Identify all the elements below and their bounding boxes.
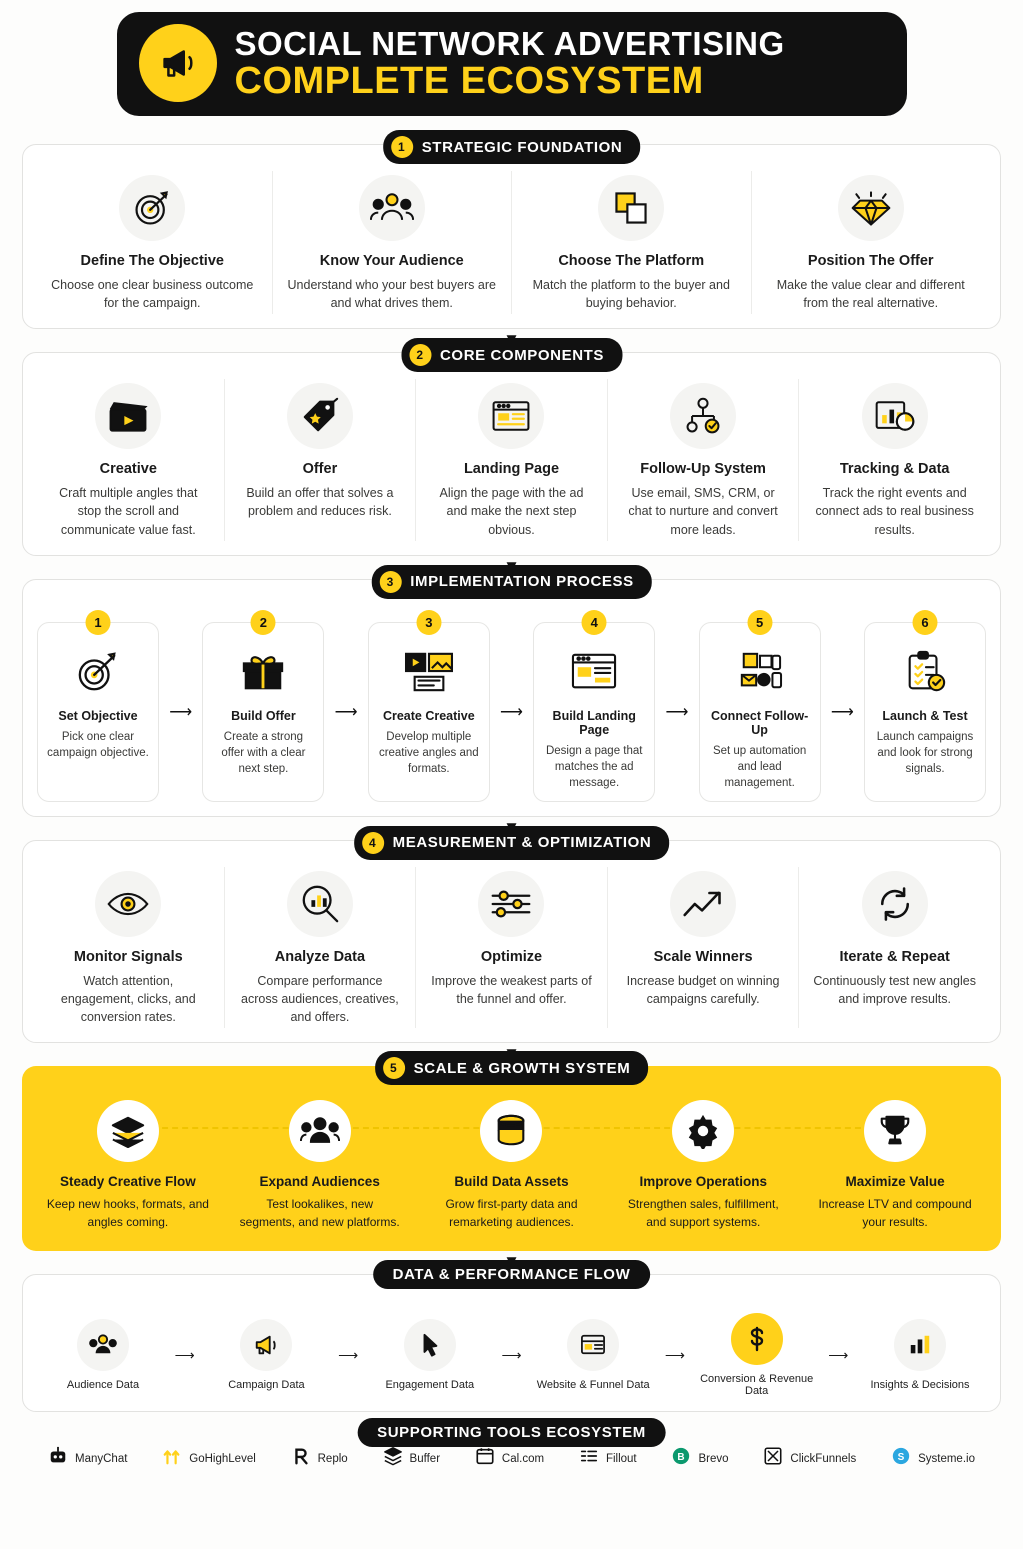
tool-label: Replo	[317, 1452, 348, 1465]
tool-clickfunnels[interactable]	[763, 1446, 856, 1471]
flow-arrow-icon: ⟶	[664, 1346, 685, 1363]
section-title: IMPLEMENTATION PROCESS	[410, 573, 634, 591]
card-title: Scale Winners	[653, 948, 753, 965]
card-choose-the-platform[interactable]	[512, 171, 752, 314]
section-label	[383, 130, 641, 164]
section-number: 3	[379, 571, 401, 593]
target-icon	[46, 643, 150, 701]
step-arrow-icon: ⟶	[830, 703, 854, 721]
card-monitor-signals[interactable]	[33, 867, 225, 1028]
card-offer[interactable]	[225, 379, 417, 540]
card-title: Steady Creative Flow	[59, 1174, 196, 1190]
brevo-icon	[671, 1446, 691, 1471]
tool-label: ManyChat	[75, 1452, 128, 1465]
section-title: STRATEGIC FOUNDATION	[421, 138, 623, 156]
card-desc: Use email, SMS, CRM, or chat to nurture and convert more leads.	[628, 486, 778, 537]
section-title: SCALE & GROWTH SYSTEM	[413, 1059, 631, 1077]
card-title: Position The Offer	[807, 253, 934, 269]
database-icon	[480, 1100, 542, 1162]
flow-label: Engagement Data	[385, 1379, 475, 1392]
section-number: 5	[383, 1057, 405, 1079]
svg-text:S: S	[897, 1452, 905, 1464]
card-title: Follow-Up System	[640, 461, 766, 478]
card-iterate-repeat[interactable]	[799, 867, 990, 1028]
tool-calcom[interactable]	[475, 1446, 544, 1471]
card-desc: Understand who your best buyers are and what drives them.	[287, 278, 496, 311]
svg-text:B: B	[677, 1452, 686, 1464]
process-step-3[interactable]	[368, 614, 490, 802]
tool-label: Systeme.io	[918, 1452, 975, 1465]
step-number: 6	[913, 610, 938, 635]
step-number: 4	[582, 610, 607, 635]
section-number: 4	[362, 832, 384, 854]
tool-label: ClickFunnels	[790, 1452, 857, 1465]
card-desc: Choose one clear business outcome for the campaign.	[51, 278, 254, 311]
replo-icon	[291, 1446, 311, 1471]
process-step-6[interactable]	[864, 614, 986, 802]
step-desc: Develop multiple creative angles and formats.	[378, 730, 479, 775]
media-icon	[377, 643, 481, 701]
step-title: Launch & Test	[882, 708, 968, 723]
card-title: Expand Audiences	[259, 1174, 380, 1190]
tool-label: Cal.com	[501, 1452, 545, 1465]
card-title: Maximize Value	[845, 1174, 945, 1190]
tool-buffer[interactable]	[383, 1446, 440, 1471]
price-tag-icon	[287, 383, 353, 449]
platform-squares-icon	[598, 175, 664, 241]
section-strategic-foundation	[22, 138, 1001, 329]
card-desc: Build an offer that solves a problem and reduces risk.	[246, 486, 394, 519]
dollar-icon	[731, 1313, 783, 1365]
header-title-line2: COMPLETE ECOSYSTEM	[234, 59, 704, 102]
card-tracking-and-data[interactable]	[799, 379, 990, 540]
tool-label: Brevo	[698, 1452, 729, 1465]
section-core-components	[22, 346, 1001, 555]
step-arrow-icon: ⟶	[500, 703, 523, 721]
systemeio-icon	[891, 1446, 911, 1471]
gohighlevel-icon	[162, 1446, 182, 1471]
card-desc: Increase LTV and compound your results.	[818, 1197, 972, 1229]
browser-icon	[542, 643, 646, 701]
campaign-data-icon	[240, 1319, 292, 1371]
flow-label: Campaign Data	[228, 1379, 305, 1392]
card-title: Know Your Audience	[319, 253, 464, 269]
section-data-performance-flow	[22, 1266, 1001, 1412]
card-scale-winners[interactable]	[608, 867, 800, 1028]
flow-item-audience-data[interactable]	[43, 1319, 163, 1391]
step-number: 2	[251, 610, 276, 635]
automation-icon	[708, 643, 812, 701]
step-desc: Design a page that matches the ad message.	[545, 744, 643, 789]
process-step-4[interactable]	[533, 614, 655, 802]
tool-gohighlevel[interactable]	[162, 1446, 255, 1471]
analytics-icon	[862, 383, 928, 449]
website-funnel-icon	[567, 1319, 619, 1371]
card-desc: Test lookalikes, new segments, and new platforms.	[239, 1197, 400, 1229]
card-title: Iterate & Repeat	[839, 948, 950, 965]
fillout-icon	[579, 1446, 599, 1471]
refresh-icon	[862, 871, 928, 937]
section-label	[371, 565, 652, 599]
audience-data-icon	[77, 1319, 129, 1371]
target-icon	[119, 175, 185, 241]
card-maximize-value[interactable]	[799, 1096, 991, 1233]
card-title: Tracking & Data	[839, 461, 950, 478]
card-position-the-offer[interactable]	[752, 171, 991, 314]
step-arrow-icon: ⟶	[334, 703, 358, 721]
step-number: 3	[416, 610, 441, 635]
step-desc: Create a strong offer with a clear next step.	[221, 730, 306, 775]
section-number: 2	[409, 344, 431, 366]
card-desc: Make the value clear and different from the real alternative.	[776, 278, 965, 311]
flow-item-website-funnel-data[interactable]	[533, 1319, 653, 1391]
trend-up-icon	[670, 871, 736, 937]
card-title: Optimize	[480, 948, 543, 965]
tool-label: Buffer	[409, 1452, 441, 1465]
step-title: Connect Follow-Up	[711, 708, 809, 737]
flow-arrow-icon: ⟶	[338, 1346, 359, 1363]
eye-icon	[95, 871, 161, 937]
clapperboard-icon	[95, 383, 161, 449]
diamond-icon	[838, 175, 904, 241]
section-label	[354, 826, 670, 860]
landing-page-icon	[478, 383, 544, 449]
gear-icon	[672, 1100, 734, 1162]
step-title: Build Landing Page	[552, 708, 636, 737]
tools-title: SUPPORTING TOOLS ECOSYSTEM	[357, 1418, 666, 1447]
process-step-2[interactable]	[202, 614, 324, 802]
magnifier-chart-icon	[287, 871, 353, 937]
card-desc: Strengthen sales, fulfillment, and support systems.	[627, 1197, 779, 1229]
sliders-icon	[478, 871, 544, 937]
infographic-page	[0, 12, 1023, 1549]
section-scale-growth-system	[22, 1059, 1001, 1251]
card-build-data-assets[interactable]	[416, 1096, 608, 1233]
flow-label: Audience Data	[66, 1379, 140, 1392]
section-label	[375, 1051, 649, 1085]
step-desc: Launch campaigns and look for strong signals.	[876, 730, 974, 775]
megaphone-icon	[139, 24, 217, 102]
manychat-icon	[48, 1446, 68, 1471]
step-title: Build Offer	[231, 708, 296, 723]
flow-item-engagement-data[interactable]	[370, 1319, 490, 1391]
section-number: 1	[391, 136, 413, 158]
section-supporting-tools	[22, 1424, 1001, 1477]
buffer-icon	[383, 1446, 403, 1471]
step-desc: Pick one clear campaign objective.	[47, 730, 149, 759]
flow-item-conversion-revenue-data[interactable]	[697, 1313, 817, 1397]
flow-label: Conversion & Revenue Data	[700, 1373, 814, 1398]
card-title: Define The Objective	[80, 253, 224, 269]
card-follow-up-system[interactable]	[608, 379, 800, 540]
calcom-icon	[475, 1446, 495, 1471]
checklist-icon	[873, 643, 977, 701]
card-know-your-audience[interactable]	[273, 171, 513, 314]
flow-item-insights-decisions[interactable]	[860, 1319, 980, 1391]
card-expand-audiences[interactable]	[224, 1096, 416, 1233]
card-creative[interactable]	[33, 379, 225, 540]
step-number: 5	[747, 610, 772, 635]
card-desc: Keep new hooks, formats, and angles coming.	[46, 1197, 209, 1229]
section-implementation-process	[22, 573, 1001, 817]
card-desc: Grow first-party data and remarketing audiences.	[445, 1197, 578, 1229]
card-desc: Track the right events and connect ads to real business results.	[815, 486, 974, 537]
card-desc: Continuously test new angles and improve results.	[813, 973, 976, 1007]
gift-icon	[211, 643, 315, 701]
step-arrow-icon: ⟶	[169, 703, 193, 721]
card-desc: Compare performance across audiences, creatives, and offers.	[241, 973, 399, 1025]
layers-icon	[97, 1100, 159, 1162]
bar-chart-icon	[894, 1319, 946, 1371]
step-title: Create Creative	[382, 708, 475, 723]
card-desc: Craft multiple angles that stop the scroll and communicate value fast.	[59, 486, 198, 537]
card-desc: Increase budget on winning campaigns carefully.	[626, 973, 780, 1007]
card-title: Build Data Assets	[454, 1174, 569, 1190]
section-title: CORE COMPONENTS	[439, 346, 605, 364]
flow-arrow-icon: ⟶	[501, 1346, 522, 1363]
header-title-line1: SOCIAL NETWORK ADVERTISING	[234, 24, 785, 62]
flow-arrow-icon: ⟶	[174, 1346, 195, 1363]
step-title: Set Objective	[58, 708, 138, 723]
flow-check-icon	[670, 383, 736, 449]
section-label	[401, 338, 622, 372]
flow-label: Insights & Decisions	[870, 1379, 970, 1392]
card-desc: Watch attention, engagement, clicks, and conversion rates.	[60, 973, 196, 1025]
card-optimize[interactable]	[416, 867, 608, 1028]
step-desc: Set up automation and lead management.	[712, 744, 807, 789]
audience-icon	[359, 175, 425, 241]
tool-label: GoHighLevel	[189, 1452, 256, 1465]
tool-systemeio[interactable]	[891, 1446, 975, 1471]
card-desc: Align the page with the ad and make the next step obvious.	[439, 486, 584, 537]
cursor-click-icon	[404, 1319, 456, 1371]
card-title: Choose The Platform	[558, 253, 705, 269]
clickfunnels-icon	[763, 1446, 783, 1471]
card-landing-page[interactable]	[416, 379, 608, 540]
step-number: 1	[86, 610, 111, 635]
tool-brevo[interactable]	[671, 1446, 728, 1471]
card-title: Creative	[99, 461, 157, 478]
card-title: Offer	[302, 461, 338, 478]
header-banner	[117, 12, 907, 116]
card-improve-operations[interactable]	[607, 1096, 799, 1233]
card-title: Analyze Data	[274, 948, 366, 965]
tool-manychat[interactable]	[48, 1446, 127, 1471]
trophy-icon	[864, 1100, 926, 1162]
data-flow-title: DATA & PERFORMANCE FLOW	[373, 1260, 651, 1289]
card-desc: Improve the weakest parts of the funnel and offer.	[431, 973, 592, 1007]
tool-label: Fillout	[605, 1452, 637, 1465]
flow-arrow-icon: ⟶	[828, 1346, 849, 1363]
step-arrow-icon: ⟶	[665, 703, 689, 721]
process-step-1[interactable]	[37, 614, 159, 802]
card-analyze-data[interactable]	[225, 867, 417, 1028]
card-desc: Match the platform to the buyer and buying behavior.	[532, 278, 730, 311]
card-title: Improve Operations	[639, 1174, 768, 1190]
section-measurement-optimization	[22, 834, 1001, 1043]
flow-item-campaign-data[interactable]	[206, 1319, 326, 1391]
people-icon	[289, 1100, 351, 1162]
card-title: Monitor Signals	[73, 948, 183, 965]
tool-fillout[interactable]	[579, 1446, 637, 1471]
card-title: Landing Page	[463, 461, 560, 478]
process-step-5[interactable]	[699, 614, 821, 802]
flow-label: Website & Funnel Data	[536, 1379, 650, 1392]
card-steady-creative-flow[interactable]	[32, 1096, 224, 1233]
tool-replo[interactable]	[291, 1446, 348, 1471]
card-define-the-objective[interactable]	[33, 171, 273, 314]
section-title: MEASUREMENT & OPTIMIZATION	[392, 834, 652, 852]
